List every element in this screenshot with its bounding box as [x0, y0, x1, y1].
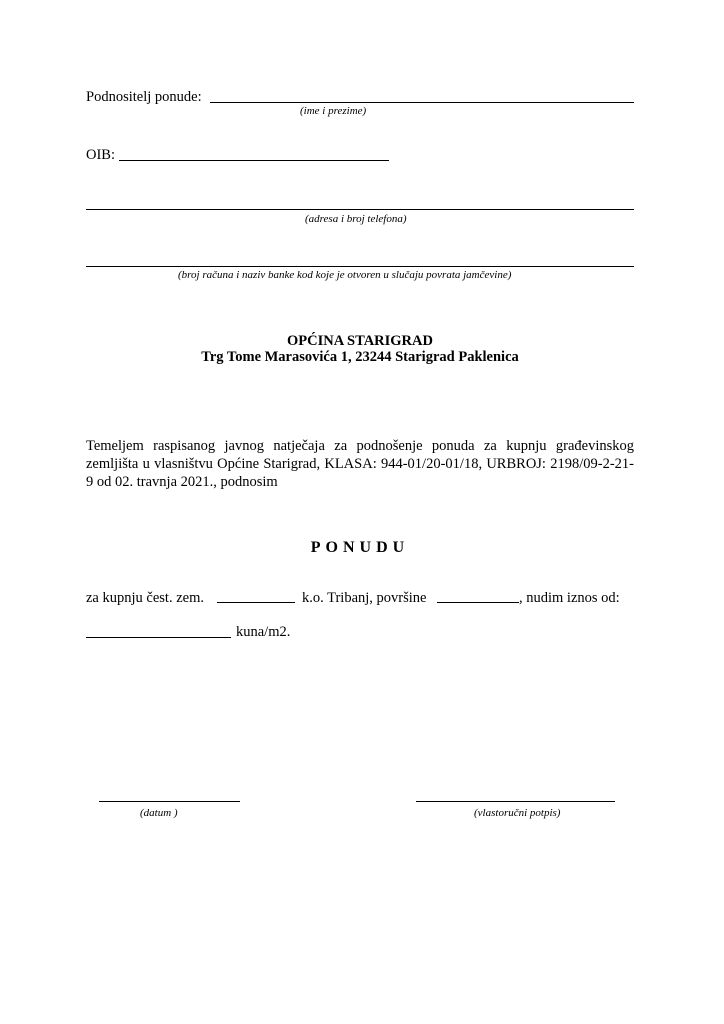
applicant-name-field[interactable] [210, 102, 634, 103]
recipient-address: Trg Tome Marasovića 1, 23244 Starigrad Paklenica [201, 349, 519, 365]
offer-text-3: , nudim iznos od: [519, 590, 620, 606]
parcel-number-field[interactable] [217, 602, 295, 603]
signature-field[interactable] [416, 801, 615, 802]
offer-text-1: za kupnju čest. zem. [86, 590, 204, 606]
document-title: PONUDU [310, 539, 410, 556]
oib-field[interactable] [119, 160, 389, 161]
area-field[interactable] [437, 602, 519, 603]
address-hint: (adresa i broj telefona) [305, 213, 407, 225]
applicant-hint: (ime i prezime) [300, 105, 367, 117]
bank-hint: (broj računa i naziv banke kod koje je otvoren u slučaju povrata jamčevine) [178, 269, 512, 281]
recipient-name: OPĆINA STARIGRAD [287, 333, 433, 349]
address-field[interactable] [86, 209, 634, 210]
intro-paragraph: Temeljem raspisanog javnog natječaja za podnošenje ponuda za kupnju građevinskog zemljišta u vlasništvu Općine Starigrad, KLASA: 944-01/20-01/18, URBROJ: 2198/09-2-21-9 od 02. travnja 2021., podnosim [86, 438, 634, 490]
applicant-label: Podnositelj ponude: [86, 89, 202, 105]
bank-account-field[interactable] [86, 266, 634, 267]
unit-label: kuna/m2. [236, 624, 291, 640]
offer-text-2: k.o. Tribanj, površine [302, 590, 427, 606]
amount-field[interactable] [86, 637, 231, 638]
date-hint: (datum ) [140, 807, 178, 819]
oib-label: OIB: [86, 147, 115, 163]
signature-hint: (vlastoručni potpis) [474, 807, 561, 819]
date-field[interactable] [99, 801, 240, 802]
